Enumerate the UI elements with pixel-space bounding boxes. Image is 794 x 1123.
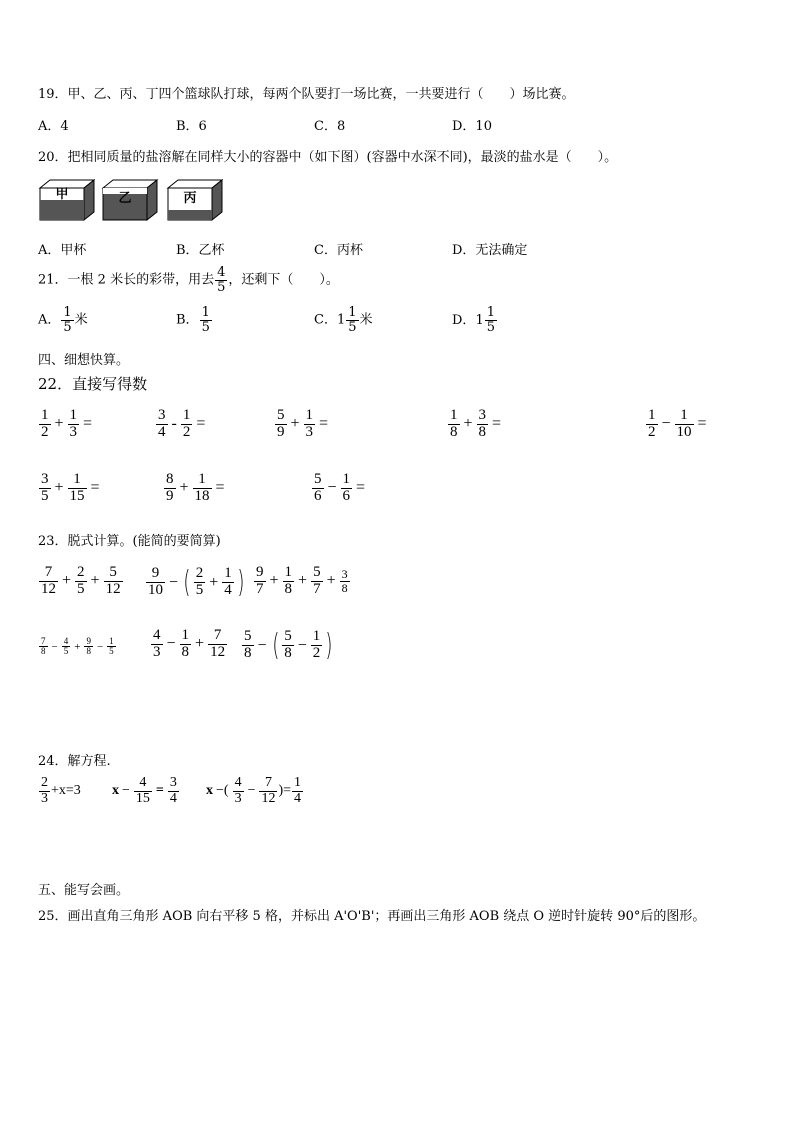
question-24-title: 24．解方程. [38,754,111,769]
fraction: $\frac{4}{5}$ [217,265,226,295]
q23-expr-1: $\frac{7}{12}$ + $\frac{2}{5}$ + $\frac{5}{12}$ [41,564,121,597]
container-label-bing: 丙 [183,191,197,206]
q23-expr-5: $\frac{4}{3}$ − $\frac{1}{8}$ + $\frac{7}{12}$ [153,627,226,660]
q22-item-2: $\frac{3}{4}$ - $\frac{1}{2}$ = [158,407,206,440]
stem-text: 21．一根 2 米长的彩带，用去 [38,272,215,288]
q23-expr-2: $\frac{9}{10}$ − ( $\frac{2}{5}$ + $\frac{1}{4}$ ) [148,565,245,600]
q22-item-7: $\frac{8}{9}$ + $\frac{1}{18}$ = [166,471,225,504]
option-d: D．10 [452,119,492,134]
question-25-stem: 25．画出直角三角形 AOB 向右平移 5 格，并标出 A'O'B'；再画出三角形 AOB 绕点 O 逆时针旋转 90°后的图形。 [38,909,706,924]
question-23-title: 23．脱式计算。(能简的要简算) [38,534,221,549]
container-jia [40,180,94,220]
q22-item-3: $\frac{5}{9}$ + $\frac{1}{3}$ = [277,407,329,440]
option-a: A．4 [38,119,69,134]
container-bing [168,180,222,220]
option-b: B． $\frac{1}{5}$ [176,305,210,335]
option-a: A．甲杯 [38,243,87,258]
option-c: C．1 $\frac{1}{5}$ 米 [314,305,373,335]
option-d: D．无法确定 [452,243,528,258]
q23-expr-3: $\frac{9}{7}$ + $\frac{1}{8}$ + $\frac{5}{7}$ + $\frac{3}{8}$ [256,564,348,597]
question-22-title: 22．直接写得数 [38,375,148,393]
q23-expr-6: $\frac{5}{8}$ − ( $\frac{5}{8}$ − $\frac{1}{2}$ ) [244,628,333,663]
option-d: D．1 $\frac{1}{5}$ [452,305,495,335]
container-label-yi: 乙 [118,191,132,206]
question-21-stem [38,266,339,294]
container-label-jia: 甲 [55,187,69,202]
section-5-heading: 五、能写会画。 [38,883,130,898]
option-b: B．乙杯 [176,243,225,258]
question-19-stem: 19．甲、乙、丙、丁四个篮球队打球，每两个队要打一场比赛，一共要进行（ ）场比赛。 [38,87,575,102]
q22-item-5: $\frac{1}{2}$ − $\frac{1}{10}$ = [648,407,707,440]
q22-item-1: $\frac{1}{2}$ + $\frac{1}{3}$ = [41,407,93,440]
question-19-options [38,115,492,134]
container-yi [103,180,157,220]
container-figure [38,178,228,224]
question-20-options [38,239,527,258]
q24-equation-2: x − $\frac{4}{15}$ = $\frac{3}{4}$ [112,775,177,806]
q22-item-4: $\frac{1}{8}$ + $\frac{3}{8}$ = [450,407,502,440]
q22-item-8: $\frac{5}{6}$ − $\frac{1}{6}$ = [314,471,366,504]
question-21-options [38,306,498,334]
q22-item-6: $\frac{3}{5}$ + $\frac{1}{15}$ = [41,471,100,504]
question-20-stem: 20．把相同质量的盐溶解在同样大小的容器中（如下图）(容器中水深不同)，最淡的盐水是（ ）。 [38,150,618,165]
stem-text: ，还剩下（ ）。 [228,272,339,288]
option-c: C．8 [314,119,346,134]
q23-expr-4: $\frac{7}{8}$ − $\frac{4}{5}$ + $\frac{9}{8}$ − $\frac{1}{5}$ [41,636,114,657]
q24-equation-1: $\frac{2}{3}$ +x=3 [41,775,81,806]
option-c: C．丙杯 [314,243,363,258]
q24-equation-3: x −( $\frac{4}{3}$ − $\frac{7}{12}$ )= $\frac{1}{4}$ [206,775,302,806]
option-a: A． $\frac{1}{5}$ 米 [38,305,88,335]
section-4-heading: 四、细想快算。 [38,353,130,368]
option-b: B．6 [176,119,207,134]
